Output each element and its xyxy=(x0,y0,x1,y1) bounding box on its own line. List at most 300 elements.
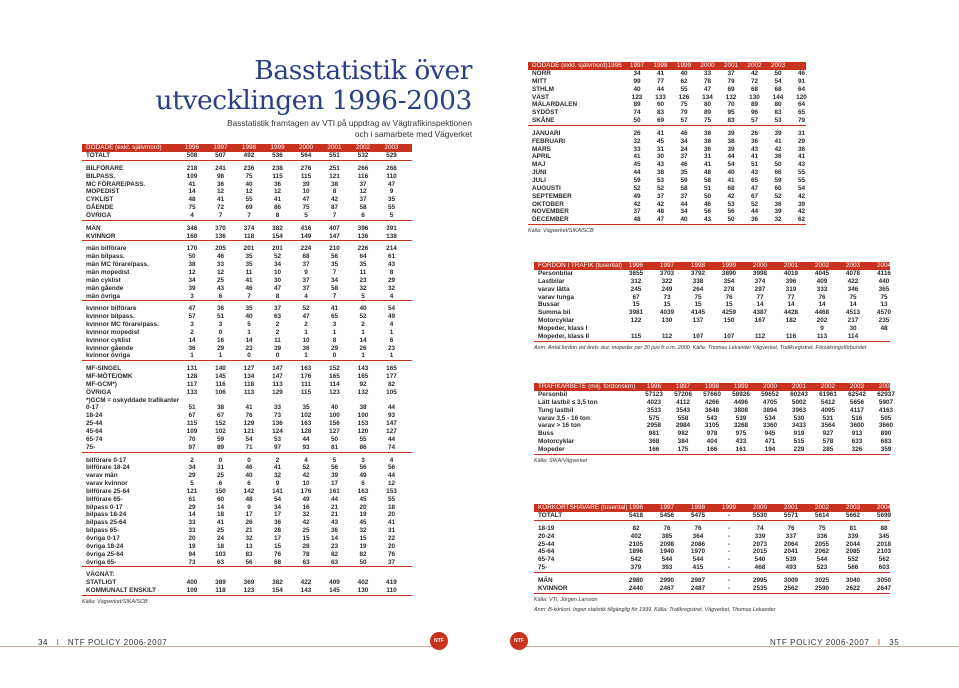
table-cell: 82 xyxy=(330,550,339,558)
table-row xyxy=(528,109,806,117)
table-cell: 5 xyxy=(389,211,394,219)
table-cell: 150 xyxy=(215,487,226,495)
table-row xyxy=(534,415,890,423)
table-cell: 77 xyxy=(656,77,665,85)
table-cell: 136 xyxy=(215,232,226,240)
table-cell: 492 xyxy=(243,152,255,159)
table-header xyxy=(528,62,806,70)
row-label: AUGUSTI xyxy=(532,184,561,192)
table-cell: 131 xyxy=(186,365,198,373)
table-cell: 7 xyxy=(332,292,337,300)
table-row xyxy=(82,285,412,293)
row-label: Motorcyklar xyxy=(538,438,575,446)
table-cell: 4 xyxy=(190,211,194,219)
table-cell: 8 xyxy=(332,336,337,344)
table-cell: 36 xyxy=(703,145,712,153)
table-cell: 346 xyxy=(186,224,198,232)
table-cell: 2 xyxy=(190,328,194,336)
table-row xyxy=(528,193,806,201)
table-cell: 44 xyxy=(387,435,396,443)
table-cell: 43 xyxy=(216,284,225,292)
table-cell: 41 xyxy=(245,276,253,284)
table-row xyxy=(82,571,412,579)
table-cell: 4513 xyxy=(845,309,861,317)
row-label: varav kvinnor xyxy=(86,480,128,488)
year-header: 1997 xyxy=(629,62,645,69)
table-cell: 45 xyxy=(359,495,367,503)
table-cell: 493 xyxy=(785,564,797,572)
table-cell: 229 xyxy=(793,445,805,453)
table-cell: 4 xyxy=(389,321,394,329)
table-cell: 39 xyxy=(727,129,735,137)
table-cell: 15 xyxy=(725,301,733,309)
table-cell: 30 xyxy=(273,276,282,284)
row-rule xyxy=(534,593,890,594)
table-cell: 505 xyxy=(880,414,892,422)
table-cell: 44 xyxy=(750,208,759,216)
table-cell: 76 xyxy=(663,524,671,532)
row-label: MF-MÖTE/OMK xyxy=(86,373,133,381)
table-cell: 38 xyxy=(359,404,367,412)
table-cell: 42 xyxy=(302,472,310,480)
table-row xyxy=(534,446,890,454)
row-label: OKTOBER xyxy=(532,200,564,208)
table-cell: 45 xyxy=(656,137,665,145)
table-cell: 40 xyxy=(330,404,339,412)
table-cell: 48 xyxy=(188,196,196,204)
table-cell: 32 xyxy=(359,527,367,535)
table-cell: 53 xyxy=(656,176,665,184)
table-cell: 36 xyxy=(797,145,806,153)
table-cell: 16 xyxy=(302,503,310,511)
table-row xyxy=(82,293,412,301)
table-cell: - xyxy=(727,576,731,584)
table-cell: 217 xyxy=(847,317,859,325)
table-cell: 5530 xyxy=(752,512,768,519)
table-cell: 123 xyxy=(631,93,643,101)
table-cell: 48 xyxy=(703,169,712,177)
table-cell: 147 xyxy=(329,232,340,240)
table-cell: 42 xyxy=(797,192,806,200)
table-cell: 38 xyxy=(703,137,712,145)
table-cell: 374 xyxy=(243,224,255,232)
table-cell: 39 xyxy=(302,180,310,188)
table-cell: 276 xyxy=(300,164,312,172)
table-cell: 37 xyxy=(727,70,735,77)
table-cell: - xyxy=(727,564,731,572)
table-cell: 10 xyxy=(273,268,282,276)
table-row xyxy=(82,337,412,345)
table-cell: 8 xyxy=(332,188,337,196)
table-cell: 166 xyxy=(648,445,660,453)
row-label: män bilpass. xyxy=(86,253,125,261)
table-cell: 32 xyxy=(633,137,641,145)
table-row xyxy=(82,365,412,373)
table-cell: 14 xyxy=(849,301,857,309)
table-cell: 11 xyxy=(245,268,253,276)
table-cell: 4023 xyxy=(646,398,662,406)
table-cell: 981 xyxy=(648,430,660,438)
table-cell: 116 xyxy=(215,380,226,388)
table-cell: 2 xyxy=(361,321,365,329)
table-cell: 4039 xyxy=(659,309,675,317)
row-label: BILPASS. xyxy=(86,172,115,180)
table-cell: 337 xyxy=(785,532,797,540)
table-cell: 1 xyxy=(389,352,394,360)
table-cell: 14 xyxy=(188,188,196,196)
table-cell: 55 xyxy=(387,495,396,503)
table-cell: 36 xyxy=(774,200,782,208)
table-cell: 28 xyxy=(302,542,310,550)
table-cell: 42 xyxy=(633,200,641,208)
row-label: bilförare 0-17 xyxy=(86,456,127,464)
table-cell: 2 xyxy=(275,328,280,336)
table-cell: 45 xyxy=(633,161,641,169)
table-cell: 107 xyxy=(723,332,735,340)
table-cell: 38 xyxy=(188,261,196,269)
table-cell: 3648 xyxy=(704,406,720,414)
table-cell: 7 xyxy=(247,211,251,219)
row-label: män cyklist xyxy=(86,276,121,284)
row-label: MC FÖRARE/PASS. xyxy=(86,180,146,188)
table-cell: 551 xyxy=(329,152,340,159)
table-cell: 65 xyxy=(330,313,339,321)
table-row xyxy=(528,201,806,209)
table-cell: 110 xyxy=(386,587,397,595)
row-label: Bussar xyxy=(538,301,560,309)
table-cell: 147 xyxy=(272,373,283,381)
table-cell: 64 xyxy=(359,253,367,261)
table-cell: 312 xyxy=(630,277,642,285)
year-header: 2002 xyxy=(814,262,830,269)
table-cell: 3660 xyxy=(878,422,894,430)
table-cell: 37 xyxy=(302,261,310,269)
table-cell: 23 xyxy=(330,542,339,550)
table-cell: 5656 xyxy=(849,398,865,406)
table-cell: 1940 xyxy=(659,548,675,556)
row-label: MÄN xyxy=(86,224,101,232)
table-cell: 19 xyxy=(359,542,367,550)
table-cell: 544 xyxy=(816,556,828,564)
table-cell: 33 xyxy=(188,519,196,527)
table-row xyxy=(82,373,412,381)
table-cell: 31 xyxy=(797,129,806,137)
table-cell: 52 xyxy=(750,200,759,208)
table-cell: 5571 xyxy=(783,512,799,519)
table-cell: 50 xyxy=(774,161,782,169)
table-row xyxy=(82,389,412,397)
table-cell: 396 xyxy=(357,224,369,232)
table-cell: 63 xyxy=(330,558,339,566)
table-cell: 9 xyxy=(247,503,251,511)
table-cell: 62 xyxy=(797,216,806,224)
table-cell: 100 xyxy=(329,412,340,420)
table-cell: 2467 xyxy=(659,584,675,592)
table-cell: 55 xyxy=(359,435,367,443)
table-cell: 12 xyxy=(359,188,367,196)
table-cell: 12 xyxy=(387,480,396,488)
table-cell: 124 xyxy=(272,428,283,435)
table-cell: 43 xyxy=(750,145,759,153)
table-cell: 40 xyxy=(680,70,688,77)
year-header: 1997 xyxy=(659,504,675,511)
table-cell: 39 xyxy=(797,200,806,208)
table-cell: 52 xyxy=(273,253,282,261)
table-cell: 57660 xyxy=(703,391,721,398)
row-label: STATLIGT xyxy=(86,579,117,587)
year-header: 2003 xyxy=(849,383,865,390)
table-row xyxy=(528,169,806,177)
table-cell: 5 xyxy=(190,480,194,488)
row-label: ÖVRIGA xyxy=(86,388,112,396)
row-label: SKÅNE xyxy=(532,117,555,125)
table-cell: 152 xyxy=(215,420,226,428)
table-cell: 115 xyxy=(630,332,642,340)
table-cell: 539 xyxy=(735,414,747,422)
table-cell: - xyxy=(727,512,731,519)
table-cell: 68 xyxy=(727,184,735,192)
row-label: MÄLARDALEN xyxy=(532,101,578,109)
row-label: varav > 16 ton xyxy=(538,422,581,430)
table-cell: 5907 xyxy=(878,398,894,406)
table-cell: 34 xyxy=(188,464,196,472)
table-cell: 919 xyxy=(793,430,805,438)
table-cell: 0 xyxy=(247,352,251,360)
table-cell: 163 xyxy=(357,487,369,495)
table-cell: 35 xyxy=(302,404,310,412)
table-cell: 60 xyxy=(656,101,665,109)
table-cell: 6 xyxy=(361,211,365,219)
table-cell: 102 xyxy=(300,412,312,420)
table-cell: 31 xyxy=(216,464,225,472)
table-cell: 38 xyxy=(330,180,339,188)
table-cell: 26 xyxy=(245,519,253,527)
table-row xyxy=(82,204,412,212)
table-cell: 2015 xyxy=(752,548,768,556)
table-row xyxy=(534,333,890,341)
table-cell: 4045 xyxy=(814,270,830,277)
table-cell: 1970 xyxy=(690,548,706,556)
table-cell: 3533 xyxy=(646,406,662,414)
table-cell: 54 xyxy=(727,161,735,169)
table-cell: 370 xyxy=(215,224,226,232)
footer-title: NTF POLICY 2006-2007 xyxy=(67,638,168,647)
table-cell: 40 xyxy=(727,169,735,177)
table-cell: 566 xyxy=(847,564,859,572)
table-cell: 6 xyxy=(361,480,365,488)
table-cell: 346 xyxy=(847,285,859,293)
table-cell: 5456 xyxy=(659,512,675,519)
table-cell: 14 xyxy=(188,511,196,519)
table-cell: 76 xyxy=(694,524,702,532)
table-cell: 35 xyxy=(245,305,253,313)
table-cell: 39 xyxy=(727,145,735,153)
year-header: 1998 xyxy=(690,504,706,511)
table-cell: 3025 xyxy=(814,576,830,584)
table-cell: 508 xyxy=(186,152,198,159)
table-cell: 35 xyxy=(330,261,339,269)
table-cell: 127 xyxy=(243,365,255,373)
table-cell: 41 xyxy=(797,153,806,161)
table-cell: 21 xyxy=(245,527,253,535)
row-label: 20-24 xyxy=(538,532,555,540)
table-cell: 94 xyxy=(188,550,196,558)
year-header: 2000 xyxy=(752,504,768,511)
table-cell: 163 xyxy=(300,420,312,428)
table-cell: 76 xyxy=(387,550,396,558)
table-cell: 8 xyxy=(275,292,280,300)
table-cell: 75 xyxy=(703,117,712,125)
table-cell: 4117 xyxy=(850,406,864,414)
table-cell: 75 xyxy=(188,204,196,212)
table-cell: 130 xyxy=(749,93,760,101)
table-cell: 53 xyxy=(273,435,282,443)
year-header: 2001 xyxy=(783,504,799,511)
table-cell: 57 xyxy=(188,313,196,321)
row-label: ÖVRIGA xyxy=(86,211,112,219)
source-note: Anm: B-körkort. Ingen statistik tillgänglig för 1999. Källa: Trafikregistret, Vägverket, Thomas Lekander xyxy=(534,606,776,613)
table-cell: 132 xyxy=(357,388,369,396)
table-cell: 47 xyxy=(656,216,665,224)
table-cell: 18 xyxy=(387,503,396,511)
table-cell: 4428 xyxy=(783,309,799,317)
table-row xyxy=(82,412,412,420)
table-cell: 56 xyxy=(330,464,339,472)
table-cell: 33 xyxy=(633,145,641,153)
table-cell: 74 xyxy=(387,443,396,451)
table-cell: 56 xyxy=(703,208,712,216)
table-row xyxy=(534,309,890,317)
table-cell: 75 xyxy=(818,524,826,532)
table-cell: 38 xyxy=(216,404,225,412)
year-header: 1998 xyxy=(690,262,706,269)
table-cell: 50 xyxy=(703,192,712,200)
header-label: DÖDADE (exkl. självmord)1996 xyxy=(532,62,622,69)
table-cell: 170 xyxy=(186,245,198,253)
table-korkortshavare xyxy=(534,504,890,614)
table-cell: 978 xyxy=(706,430,718,438)
table-cell: 47 xyxy=(387,180,396,188)
table-cell: 471 xyxy=(764,438,776,446)
table-cell: 531 xyxy=(822,414,834,422)
table-cell: 364 xyxy=(692,532,704,540)
table-cell: 58 xyxy=(703,176,712,184)
table-row xyxy=(534,438,890,446)
table-cell: 530 xyxy=(793,414,805,422)
table-cell: 140 xyxy=(215,365,226,373)
row-label: 75- xyxy=(86,443,96,451)
year-header: 2000 xyxy=(700,62,715,69)
table-cell: 14 xyxy=(188,336,196,344)
table-cell: 33 xyxy=(216,261,225,269)
table-cell: 39 xyxy=(273,344,282,352)
row-label: GÅENDE xyxy=(86,204,114,212)
table-cell: 57123 xyxy=(645,391,663,398)
row-label: CYKLIST xyxy=(86,196,114,204)
table-cell: 409 xyxy=(329,579,340,587)
table-cell: 5 xyxy=(247,321,251,329)
source-note: Källa: Vägverket/SIKA/SCB xyxy=(528,228,594,235)
table-cell: 89 xyxy=(750,101,759,109)
table-cell: 3543 xyxy=(675,406,691,414)
table-cell: 141 xyxy=(272,487,283,495)
table-cell: 56 xyxy=(330,253,339,261)
year-header: 2000 xyxy=(752,262,768,269)
table-cell: 226 xyxy=(357,245,369,253)
table-cell: 56 xyxy=(245,558,253,566)
table-cell: 468 xyxy=(754,564,766,572)
table-cell: 393 xyxy=(661,564,673,572)
year-header: 1996 xyxy=(184,144,200,151)
table-cell: 34 xyxy=(633,70,641,77)
table-row xyxy=(82,488,412,496)
table-cell: 41 xyxy=(727,176,735,184)
table-cell: 73 xyxy=(188,558,196,566)
table-cell: 12 xyxy=(188,268,196,276)
table-cell: 433 xyxy=(735,438,747,446)
table-cell: 68 xyxy=(774,85,782,93)
table-cell: 47 xyxy=(188,305,196,313)
table-row xyxy=(82,496,412,504)
row-rule xyxy=(82,595,412,596)
table-cell: 2085 xyxy=(845,548,861,556)
table-cell: 34 xyxy=(680,137,688,145)
table-cell: 3 xyxy=(218,321,223,329)
table-cell: 167 xyxy=(754,317,766,325)
table-cell: 14 xyxy=(787,301,795,309)
table-cell: 161 xyxy=(329,487,340,495)
year-header: 2001 xyxy=(791,383,807,390)
table-cell: 603 xyxy=(878,564,890,572)
table-cell: 17 xyxy=(245,511,253,519)
table-row xyxy=(82,152,412,160)
table-cell: 13 xyxy=(880,301,888,309)
table-cell: 4259 xyxy=(721,309,737,317)
table-cell: 40 xyxy=(245,313,253,321)
table-cell: 97 xyxy=(188,443,196,451)
table-cell: 99 xyxy=(633,77,641,85)
table-cell: 58 xyxy=(680,184,688,192)
table-row xyxy=(82,579,412,587)
table-cell: 150 xyxy=(723,317,735,325)
table-cell: 142 xyxy=(243,487,255,495)
table-row xyxy=(82,345,412,353)
row-label: MOPEDIST xyxy=(86,188,120,196)
table-cell: 396 xyxy=(785,277,797,285)
row-label: *)GCM = oskyddade trafikanter xyxy=(86,396,180,404)
table-cell: 945 xyxy=(764,430,776,438)
table-cell: 123 xyxy=(329,388,340,396)
table-cell: 60 xyxy=(774,184,782,192)
row-label: män övriga xyxy=(86,292,121,300)
table-cell: 4 xyxy=(304,456,308,464)
table-cell: 36 xyxy=(302,344,310,352)
table-cell: 89 xyxy=(216,443,225,451)
table-cell: 128 xyxy=(300,428,312,435)
table-cell: 1 xyxy=(247,328,251,336)
table-row xyxy=(528,78,806,86)
table-cell: 137 xyxy=(692,317,704,325)
table-row xyxy=(82,305,412,313)
table-row xyxy=(528,185,806,193)
table-cell: 3963 xyxy=(791,406,807,414)
table-cell: 2987 xyxy=(690,576,706,584)
table-cell: 3040 xyxy=(845,576,861,584)
table-cell: 67 xyxy=(750,192,759,200)
table-cell: 61 xyxy=(387,253,396,261)
row-label: män MC förare/pass. xyxy=(86,261,149,269)
table-row xyxy=(534,541,890,549)
